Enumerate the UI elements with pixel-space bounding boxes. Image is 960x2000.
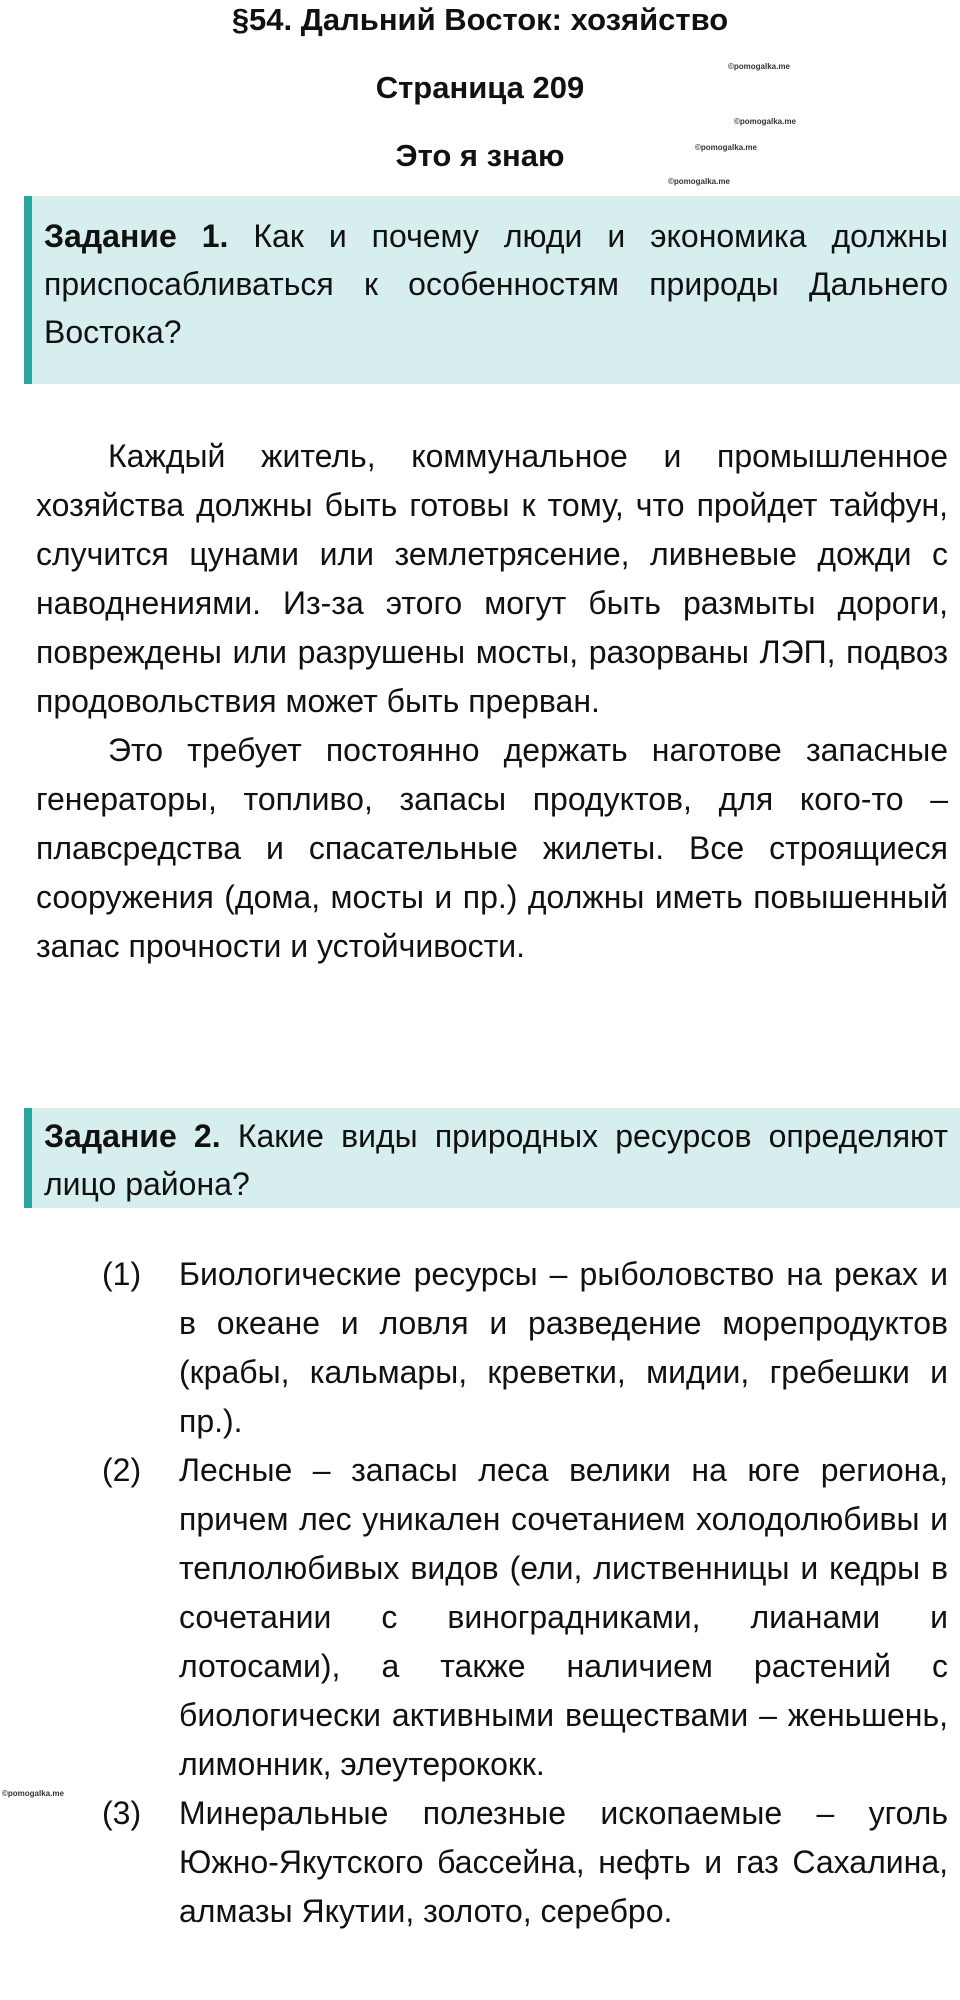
task-2-box (24, 1108, 960, 1208)
answer-paragraph: Каждый житель, коммунальное и промышленное хозяйства должны быть готовы к тому, что пройдет тайфун, случится цунами или землетрясение, ливневые дожди с наводнениями. Из-за этого могут быть размыты дороги, повреждены или разрушены мосты, разорваны ЛЭП, подвоз продовольствия может быть прерван. (36, 438, 948, 719)
task-1-answer (36, 432, 948, 971)
list-item (36, 1789, 948, 1936)
section-heading: Это я знаю (395, 138, 565, 173)
list-item-number: (2) (102, 1452, 142, 1488)
watermark: ©pomogalka.me (695, 143, 757, 152)
list-item (36, 1250, 948, 1446)
task-1-label: Задание 1. (44, 218, 229, 254)
watermark: ©pomogalka.me (668, 177, 730, 186)
page-number-heading: Страница 209 (375, 70, 585, 105)
page-title: §54. Дальний Восток: хозяйство (231, 2, 729, 37)
task-2-label: Задание 2. (44, 1118, 221, 1154)
list-item-text: Минеральные полезные ископаемые – уголь Южно-Якутского бассейна, нефть и газ Сахалина, алмазы Якутии, золото, серебро. (179, 1795, 948, 1929)
watermark: ©pomogalka.me (2, 1789, 64, 1798)
task-1-question: Как и почему люди и экономика должны приспосабливаться к особенностям природы Дальнего Востока? (44, 218, 949, 350)
list-item (36, 1446, 948, 1789)
list-item-number: (3) (102, 1795, 142, 1831)
task-2-question: Какие виды природных ресурсов определяют лицо района? (44, 1118, 949, 1202)
task-1-box (24, 196, 960, 384)
watermark: ©pomogalka.me (728, 62, 790, 71)
list-item-text: Биологические ресурсы – рыболовство на реках и в океане и ловля и разведение морепродуктов (крабы, кальмары, креветки, мидии, гребешки и пр.). (179, 1256, 948, 1439)
task-2-answer-list (36, 1250, 948, 1936)
list-item-text: Лесные – запасы леса велики на юге региона, причем лес уникален сочетанием холодолюбивы и теплолюбивых видов (ели, лиственницы и кедры в сочетании с виноградниками, лианами и лотосами), а также наличием растений с биологически активными веществами – женьшень, лимонник, элеутерококк. (179, 1452, 948, 1782)
list-item-number: (1) (102, 1256, 142, 1292)
answer-paragraph: Это требует постоянно держать наготове запасные генераторы, топливо, запасы продуктов, для кого-то – плавсредства и спасательные жилеты. Все строящиеся сооружения (дома, мосты и пр.) должны иметь повышенный запас прочности и устойчивости. (36, 732, 948, 964)
watermark: ©pomogalka.me (734, 117, 796, 126)
